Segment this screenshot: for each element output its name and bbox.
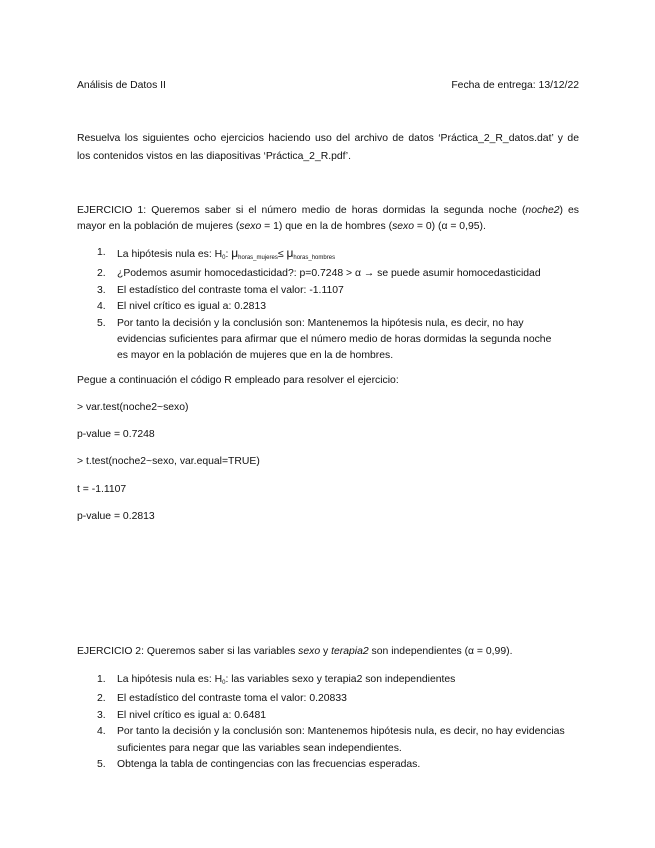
ex1-item-1 [97,245,579,266]
ex1-item-3 [97,283,579,299]
ex1-title-line-1 [77,204,579,218]
ex1-var-sexo-1: sexo [239,221,262,232]
ex1-item-5-number: 5. [97,317,106,329]
ex2-title [77,645,512,659]
ex2-item-1 [97,672,579,691]
ex1-item-3-text: El estadístico del contraste toma el valor: -1.1107 [117,284,344,296]
ex1-le-symbol: ≤ [277,249,287,260]
ex1-sub-women: horas_mujeres [238,255,278,261]
ex2-item-5 [97,757,579,773]
ex2-item-3-text: El nivel crítico es igual a: 0.6481 [117,709,267,721]
due-date: Fecha de entrega: 13/12/22 [451,80,579,91]
ex1-item-4-number: 4. [97,301,106,313]
ex2-item-2-text: El estadístico del contraste toma el valor: 0.20833 [117,693,347,705]
ex2-item-3 [97,708,579,724]
ex1-title-text-a: EJERCICIO 1: Queremos saber si el número medio de horas dormidas la segunda noche ( [77,205,526,216]
ex1-item-2-number: 2. [97,268,106,280]
ex2-item-4-number: 4. [97,726,106,738]
ex2-answer-list [77,672,579,773]
ex2-item-1-number: 1. [97,674,106,685]
ex1-mu-men: μ [286,246,294,260]
ex2-item-2-number: 2. [97,693,106,705]
code-prompt: Pegue a continuación el código R empleado para resolver el ejercicio: [77,375,399,386]
ex2-item-5-text: Obtenga la tabla de contingencias con las frecuencias esperadas. [117,759,421,771]
ex1-h0-prefix: La hipótesis nula es: H [117,249,223,260]
ex1-line2-text-c: = 0) (α = 0,95). [414,221,486,232]
document-page [77,0,579,848]
ex2-item-2 [97,691,579,707]
ex2-item-4-line-2: suficientes para negar que las variables sean independientes. [117,742,402,754]
ex1-h0-colon: : [225,249,232,260]
ex2-item-4-line-1: Por tanto la decisión y la conclusión son: Mantenemos hipótesis nula, es decir, no hay evidencias [117,726,565,738]
ex1-sub-men: horas_hombres [293,255,336,261]
ex2-title-text-a: EJERCICIO 2: Queremos saber si las variables [77,646,299,657]
ex2-item-4 [97,724,579,757]
ex1-var-sexo-2: sexo [392,221,415,232]
ex2-h0-text: : las variables sexo y terapia2 son independientes [225,674,456,685]
code-line-2: p-value = 0.7248 [77,429,155,440]
ex2-var-terapia2: terapia2 [331,646,369,657]
ex1-item-5 [97,316,579,365]
code-line-1: > var.test(noche2~sexo) [77,402,189,413]
ex1-mu-women: μ [231,246,239,260]
code-line-3: > t.test(noche2~sexo, var.equal=TRUE) [77,456,260,467]
ex2-item-5-number: 5. [97,759,106,771]
ex1-item-4 [97,299,579,315]
ex1-item-3-number: 3. [97,284,106,296]
ex2-h0-prefix: La hipótesis nula es: H [117,674,223,685]
ex1-line2-text-b: = 1) que en la de hombres ( [261,221,393,232]
ex1-item-4-text: El nivel crítico es igual a: 0.2813 [117,301,267,313]
intro-line-1: Resuelva los siguientes ocho ejercicios haciendo uso del archivo de datos ‘Práctica_2_R_datos.dat’ y de [77,133,579,144]
ex1-title-text-b: ) es [559,205,579,216]
ex2-item-3-number: 3. [97,709,106,721]
ex1-item-5-line-2: evidencias suficientes para afirmar que el número medio de horas dormidas la segunda noche [117,334,552,346]
ex1-title-line-2 [77,220,486,234]
ex1-title-var: noche2 [525,205,560,216]
ex1-item-2 [97,266,579,282]
ex2-title-text-c: son independientes (α = 0,99). [368,646,513,657]
ex1-item-1-number: 1. [97,247,106,258]
course-title: Análisis de Datos II [77,80,166,91]
ex2-var-sexo: sexo [298,646,321,657]
ex1-h0-subscript: 0 [222,255,226,261]
ex1-line2-text-a: mayor en la población de mujeres ( [77,221,240,232]
ex2-title-text-b: y [320,646,332,657]
ex2-h0-subscript: 0 [222,680,226,686]
ex1-item-2-text: ¿Podemos asumir homocedasticidad?: p=0.7248 > α → se puede asumir homocedasticidad [117,268,541,280]
ex1-item-5-line-1: Por tanto la decisión y la conclusión son: Mantenemos la hipótesis nula, es decir, no hay [117,317,524,329]
ex1-answer-list [77,245,579,365]
code-line-5: p-value = 0.2813 [77,511,155,522]
ex1-item-5-line-3: es mayor en la población de mujeres que en la de hombres. [117,350,394,362]
code-line-4: t = -1.1107 [77,484,127,495]
intro-line-2: los contenidos vistos en las diapositivas ‘Práctica_2_R.pdf’. [77,151,351,162]
